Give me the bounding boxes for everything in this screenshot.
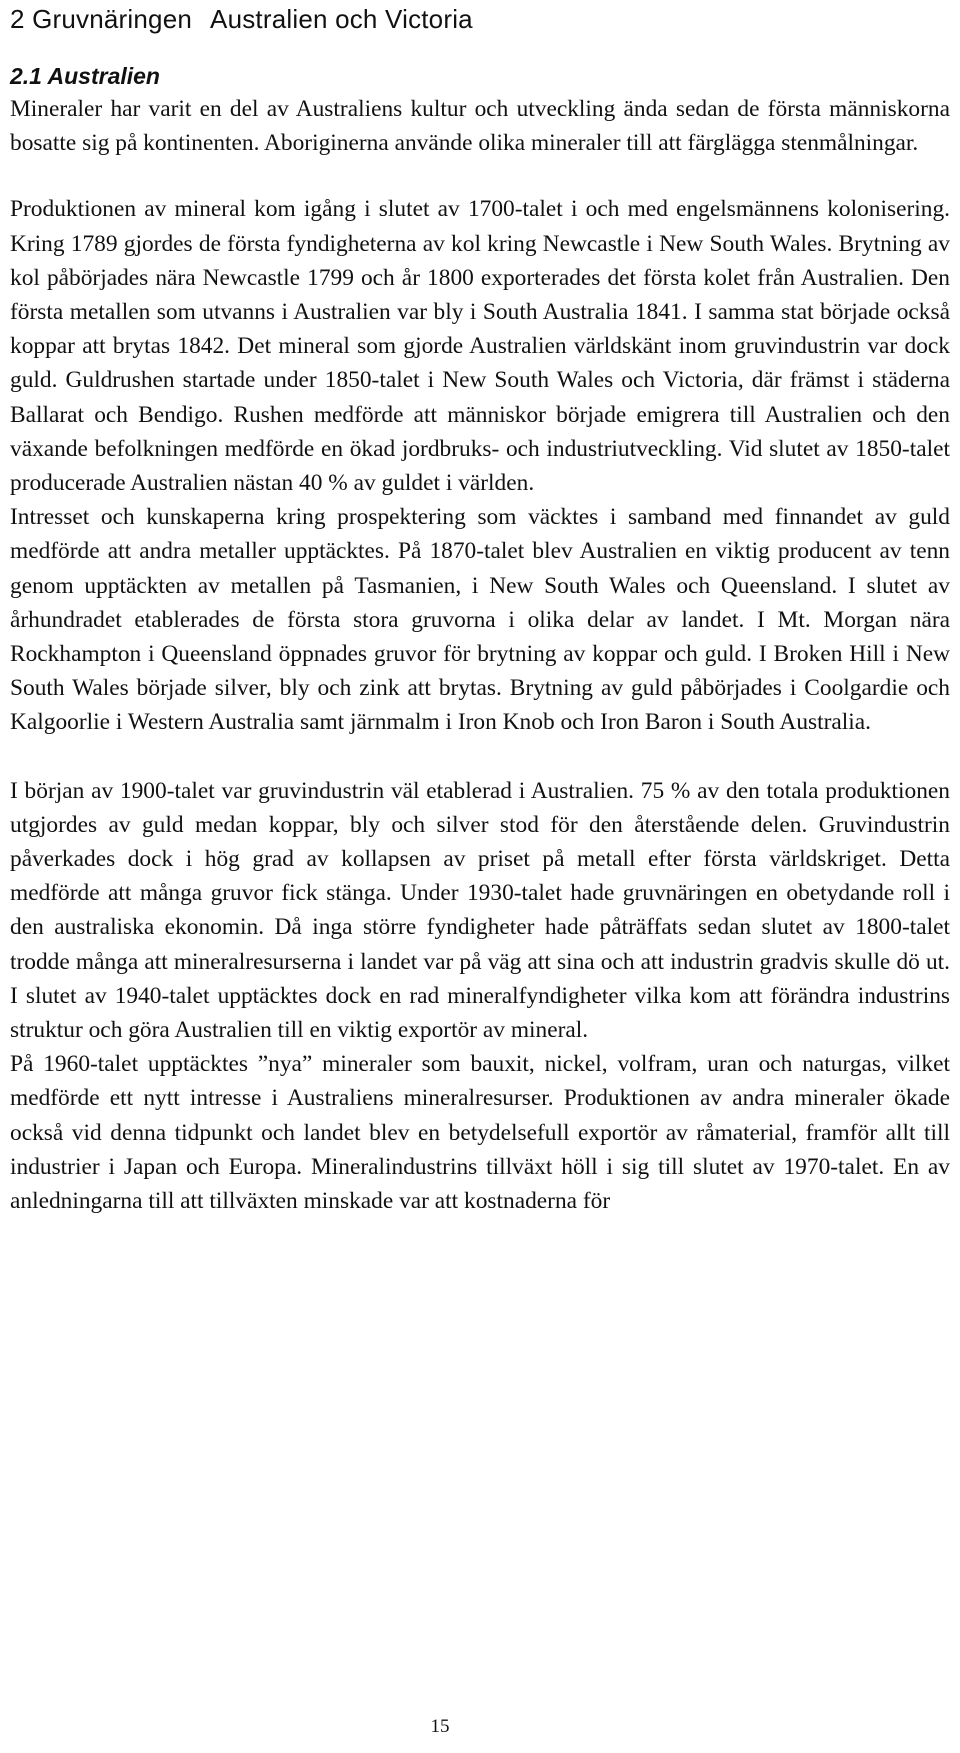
paragraph-prospecting-metals: Intresset och kunskaperna kring prospektering som väcktes i samband med finnandet av guld medförde att andra metaller upptäcktes. På 1870-talet blev Australien en viktig producent av tenn genom upptäckten av metallen på Tasmanien, i New South Wales och Queensland. I slutet av århundradet etablerades de första stora gruvorna i olika delar av landet. I Mt. Morgan nära Rockhampton i Queensland öppnades gruvor för brytning av koppar och guld. I Broken Hill i New South Wales började silver, bly och zink att brytas. Brytning av guld påbörjades i Coolgardie och Kalgoorlie i Western Australia samt järnmalm i Iron Knob och Iron Baron i South Australia. [10,504,950,736]
chapter-subtitle: Australien och Victoria [210,4,473,34]
paragraph-early-mining-history: Produktionen av mineral kom igång i slutet av 1700-talet i och med engelsmännens kolonisering. Kring 1789 gjordes de första fyndigheterna av kol kring Newcastle i New South Wales. Brytning av kol påbörjades nära Newcastle 1799 och år 1800 exporterades det första kolet från Australien. Den första metallen som utvanns i Australien var bly i South Australia 1841. I samma stat började också koppar att brytas 1842. Det mineral som gjorde Australien världskänt inom gruvindustrin var dock guld. Guldrushen startade under 1850-talet i New South Wales och Victoria, där främst i städerna Ballarat och Bendigo. Rushen medförde att människor började emigrera till Australien och den växande befolkningen medförde en ökad jordbruks- och industriutveckling. Vid slutet av 1850-talet producerade Australien nästan 40 % av guldet i världen. [10,196,950,497]
paragraph-1960s-minerals: På 1960-talet upptäcktes ”nya” mineraler som bauxit, nickel, volfram, uran och naturgas, vilket medförde ett nytt intresse i Australiens mineralresurser. Produktionen av andra mineraler ökade också vid denna tidpunkt och landet blev en betydelsefull exportör av råmaterial, framför allt till industrier i Japan och Europa. Mineralindustrins tillväxt höll i sig till slutet av 1970-talet. En av anledningarna till att tillväxten minskade var att kostnaderna för [10,1051,950,1215]
chapter-heading [10,0,950,36]
paragraph-1900s-industry: I början av 1900-talet var gruvindustrin väl etablerad i Australien. 75 % av den totala produktionen utgjordes av guld medan koppar, bly och silver stod för den återstående delen. Gruvindustrin påverkades dock i hög grad av kollapsen av priset på metall efter första världskriget. Detta medförde att många gruvor fick stänga. Under 1930-talet hade gruvnäringen en obetydande roll i den australiska ekonomin. Då inga större fyndigheter hade påträffats sedan slutet av 1800-talet trodde många att mineralresurserna i landet var på väg att sina och att industrin gradvis skulle dö ut. I slutet av 1940-talet upptäcktes dock en rad mineralfyndigheter vilka kom att förändra industrins struktur och göra Australien till en viktig exportör av mineral. [10,777,950,1044]
chapter-number-title: 2 Gruvnäringen [10,4,193,34]
paragraph-minerals-culture: Mineraler har varit en del av Australiens kultur och utveckling ända sedan de första människorna bosatte sig på kontinenten. Aboriginerna använde olika mineraler till att färglägga stenmålningar. [10,96,950,157]
page-number: 15 [430,1716,450,1737]
section-heading: 2.1 Australien [10,63,160,89]
document-page [10,0,950,1753]
